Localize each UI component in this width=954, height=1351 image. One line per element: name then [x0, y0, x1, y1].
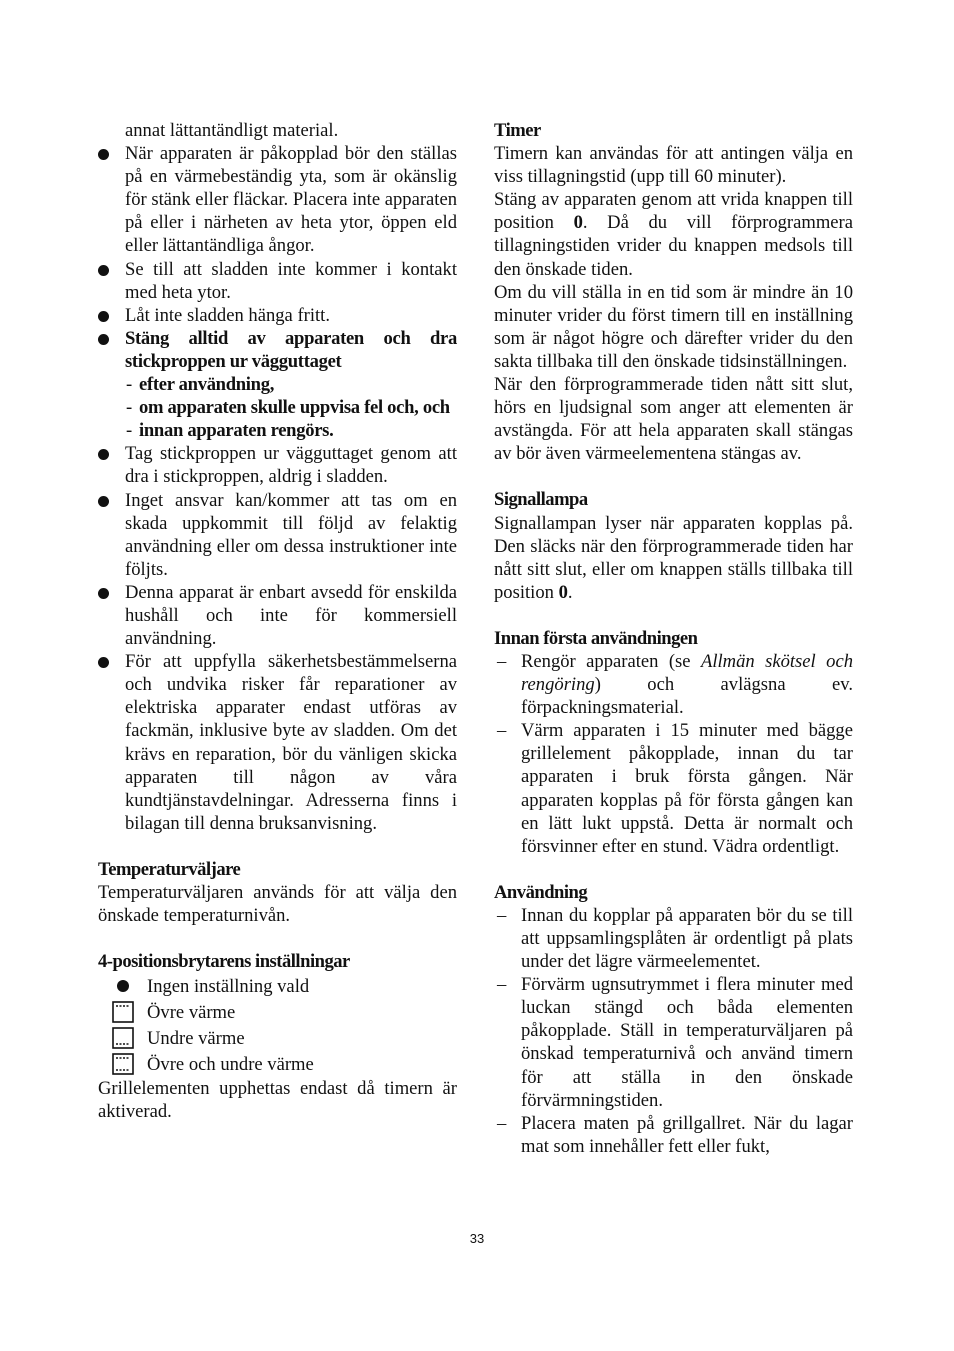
safety-bullet-list-2	[98, 442, 457, 835]
list-item	[110, 973, 457, 999]
timer-paragraph-3: Om du vill ställa in en tid som är mindre än 10 minuter vrider du först timern till en inställning som är något högre och därefter vrider du den sakta tillbaka till den önskade tidsinställningen.	[494, 281, 853, 372]
list-item: – Värm apparaten i 15 minuter med bägge grillelement påkopplade, innan du tar apparaten i bruk första gången. När apparaten kopplas på för första gången kan en lätt lukt uppstå. Detta är normalt och försvinner efter en stund. Vädra ordentligt.	[494, 719, 853, 858]
safety-bullet-list	[98, 142, 457, 373]
setting-label: Övre värme	[147, 1001, 236, 1023]
right-column	[494, 119, 853, 1158]
section-heading-usage: Användning	[494, 881, 588, 903]
list-item: - efter användning,	[125, 373, 457, 396]
list-item: Tag stickproppen ur vägguttaget genom att dra i stickproppen, aldrig i sladden.	[98, 442, 457, 488]
list-item: – Rengör apparaten (se Allmän skötsel och rengöring) och avlägsna ev. förpackningsmaterial.	[494, 650, 853, 719]
section-heading-switch: 4-positionsbrytarens inställningar	[98, 951, 350, 973]
page-number: 33	[469, 1231, 485, 1246]
list-item: – Innan du kopplar på apparaten bör du se till att uppsamlingsplåten är ordentligt på plats under det lägre värmeelementet.	[494, 904, 853, 973]
list-item	[98, 327, 457, 373]
switch-note: Grillelementen upphettas endast då timern är aktiverad.	[98, 1078, 457, 1123]
list-item: – Placera maten på grillgallret. När du lagar mat som innehåller fett eller fukt,	[494, 1112, 853, 1158]
list-item: - om apparaten skulle uppvisa fel och, och	[125, 396, 457, 419]
intro-continuation: annat lättantändligt material.	[125, 120, 339, 141]
first-use-list	[494, 650, 853, 858]
setting-label: Undre värme	[147, 1027, 245, 1049]
section-heading-first-use: Innan första användningen	[494, 627, 698, 649]
top-heat-icon	[112, 1001, 134, 1023]
top-bottom-heat-icon	[112, 1053, 134, 1075]
setting-label: Ingen inställning vald	[147, 975, 310, 997]
bottom-heat-icon	[112, 1027, 134, 1049]
list-item	[110, 1051, 457, 1077]
section-heading-signal: Signallampa	[494, 489, 588, 511]
list-item: För att uppfylla säkerhetsbestämmelserna och undvika risker får reparationer av elektriska apparater endast utföras av fackmän, inklusive byte av sladden. Om det krävs en reparation, bör du vänligen skicka apparaten till någon av våra kundtjänstavdelningar. Adresserna finns i bilagan till denna bruksanvisning.	[98, 650, 457, 835]
list-item: Se till att sladden inte kommer i kontakt med heta ytor.	[98, 258, 457, 304]
timer-paragraph-4: När den förprogrammerade tiden nått sitt slut, hörs en ljudsignal som anger att elementen är avstängda. För att hela apparaten skall stängas av bör även värmeelementena stängas av.	[494, 374, 853, 465]
list-item: - innan apparaten rengörs.	[125, 419, 457, 442]
usage-list	[494, 904, 853, 1158]
left-column	[98, 119, 457, 1123]
signal-text: Signallampan lyser när apparaten kopplas på. Den släcks när den förprogrammerade tiden har nått sitt slut, eller om knappen ställs tillbaka till position 0.	[494, 512, 853, 603]
unplug-instruction: Stäng alltid av apparaten och dra stickproppen ur vägguttaget	[125, 327, 457, 372]
list-item: När apparaten är påkopplad bör den ställas på en värmebeständig yta, som är okänslig för stänk eller fläckar. Placera inte apparaten på eller i närheten av heta ytor, öppen eld eller lättantändliga ångor.	[98, 142, 457, 257]
timer-paragraph-2: Stäng av apparaten genom att vrida knappen till position 0. Då du vill förprogrammera tillagningstiden vrider du knappen medsols till den önskade tiden.	[494, 189, 853, 280]
list-item: Denna apparat är enbart avsedd för enskilda hushåll och inte för kommersiell användning.	[98, 581, 457, 650]
list-item: Inget ansvar kan/kommer att tas om en skada uppkommit till följd av felaktig användning eller om dessa instruktioner inte följts.	[98, 489, 457, 581]
timer-paragraph-1: Timern kan användas för att antingen välja en viss tillagningstid (upp till 60 minuter).	[494, 143, 853, 188]
section-heading-timer: Timer	[494, 120, 541, 141]
list-item: – Förvärm ugnsutrymmet i flera minuter med luckan stängd och båda elementen påkopplade. Ställ in temperaturväljaren på önskad temperaturnivå och använd timern för att ställa in den önskade förvärmningstiden.	[494, 973, 853, 1112]
switch-settings-list	[98, 973, 457, 1077]
list-item	[110, 1025, 457, 1051]
dot-icon	[117, 980, 129, 992]
unplug-sublist	[98, 373, 457, 442]
list-item: Låt inte sladden hänga fritt.	[98, 304, 457, 327]
temperature-text: Temperaturväljaren används för att välja den önskade temperaturnivån.	[98, 882, 457, 927]
section-heading-temperature: Temperaturväljare	[98, 858, 241, 880]
setting-label: Övre och undre värme	[147, 1053, 314, 1075]
list-item	[110, 999, 457, 1025]
